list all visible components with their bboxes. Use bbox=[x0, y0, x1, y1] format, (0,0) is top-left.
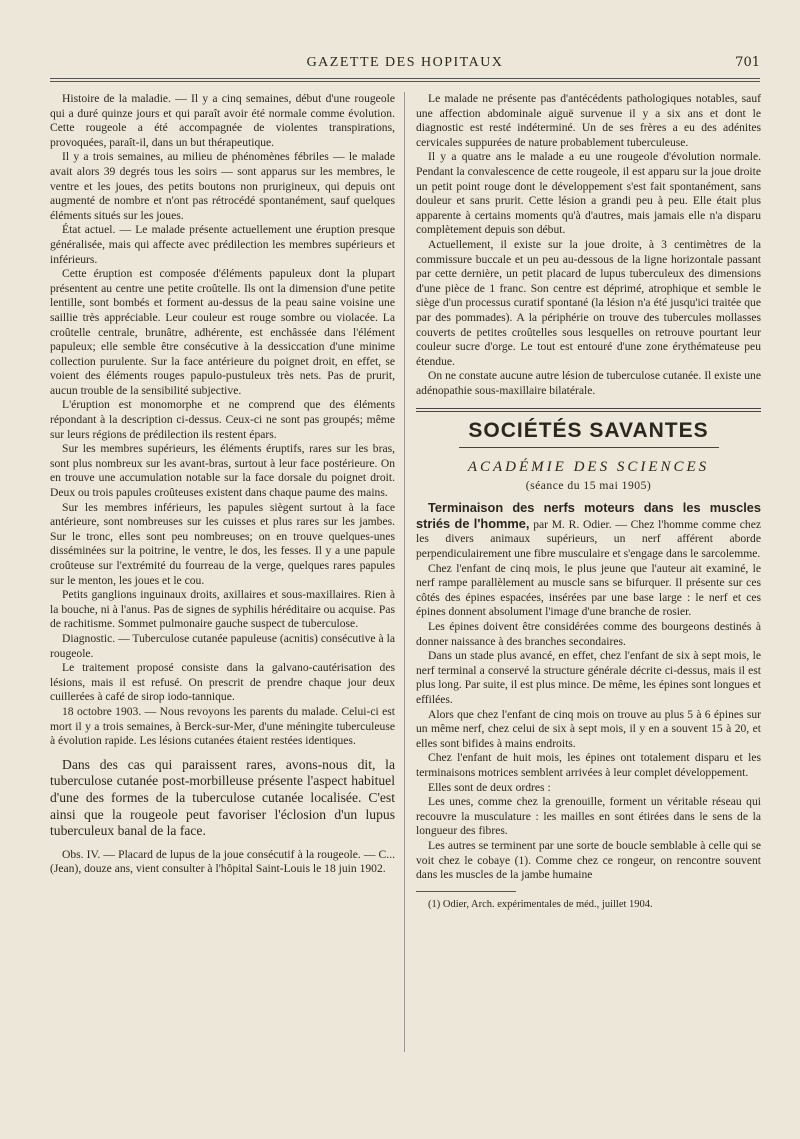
session-line: (séance du 15 mai 1905) bbox=[525, 478, 652, 492]
paragraph: Il y a quatre ans le malade a eu une rougeole d'évolution normale. Pendant la convalescence de cette rougeole, il est apparu sur la joue droite un petit point rouge dont le développement s'est fait spontanément, sans douleur et sans prurit. Cette lésion a grandi peu à peu. Elle était plus apparente à certains moments qu'à d'autres, mais jamais elle n'a disparu complètement depuis son début. bbox=[416, 150, 761, 237]
article-lead bbox=[416, 501, 761, 561]
paragraph: Chez l'enfant de cinq mois, le plus jeune que l'auteur ait examiné, le nerf rampe parallèlement au muscle sans se bifurquer. Il présente sur ces côtés des épines espacées, insérées par une base large : le nerf et ces épines donnent absolument l'image d'une branche de rosier. bbox=[416, 561, 761, 619]
observation-paragraph: Obs. IV. — Placard de lupus de la joue consécutif à la rougeole. — C... (Jean), douze ans, vient consulter à l'hôpital Saint-Louis le 18 juin 1902. bbox=[50, 847, 395, 876]
paragraph: Le traitement proposé consiste dans la galvano-cautérisation des lésions, mais il est refusé. On prescrit de prendre chaque jour deux cuillerées à café de sirop iodo-tannique. bbox=[50, 661, 395, 704]
page-header bbox=[50, 55, 760, 75]
paragraph: Sur les membres supérieurs, les éléments éruptifs, rares sur les bras, sont plus nombreux sur les avant-bras, surtout à leur face postérieure. On en trouve une accumulation notable sur la face dorsale du poignet droit. Deux ou trois papules croûteuses existent dans chaque paume des mains. bbox=[50, 442, 395, 500]
paragraph: On ne constate aucune autre lésion de tuberculose cutanée. Il existe une adénopathie sous-maxillaire bilatérale. bbox=[416, 369, 761, 397]
lead-paragraph: Dans des cas qui paraissent rares, avons-nous dit, la tuberculose cutanée post-morbilleuse présente l'aspect habituel d'une des formes de la tuberculose cutanée localisée. C'est ainsi que la rougeole peut favoriser l'éclosion d'un lupus tuberculeux banal de la face. bbox=[50, 756, 395, 839]
academy-title: ACADÉMIE DES SCIENCES bbox=[467, 459, 710, 476]
page-number: 701 bbox=[735, 55, 760, 70]
section-rule bbox=[416, 408, 761, 409]
paragraph: Les unes, comme chez la grenouille, forment un véritable réseau qui recouvre la musculature : les mailles en sont étirées dans le sens de la longueur des fibres. bbox=[416, 795, 761, 838]
article-author: par M. R. Odier. — Chez l'homme comme chez les divers animaux supérieurs, un nerf afférent aborde perpendiculairement une fibre musculaire et s'engage dans le sarcolemme. bbox=[416, 517, 762, 561]
paragraph: Histoire de la maladie. — Il y a cinq semaines, début d'une rougeole qui a duré quinze jours et qui paraît avoir été normale comme évolution. Cette rougeole a été accompagnée de violentes transpirations, provoquées, paraît-il, dans un but thérapeutique. bbox=[50, 92, 395, 149]
paragraph: État actuel. — Le malade présente actuellement une éruption presque généralisée, mais qui affecte avec prédilection les membres supérieurs et inférieurs. bbox=[50, 223, 395, 266]
paragraph: Le malade ne présente pas d'antécédents pathologiques notables, sauf une affection abdominale aiguë survenue il y a six ans et dont le diagnostic est resté indéterminé. Un de ses frères a eu des adénites cervicales suppurées de nature probablement tuberculeuse. bbox=[416, 92, 761, 149]
paragraph: Cette éruption est composée d'éléments papuleux dont la plupart présentent au centre une petite croûtelle. Ils ont la dimension d'une petite lentille, sont bombés et forment au-dessus de la peau saine voisine une saillie très appréciable. Leur couleur est rouge sombre ou violacée. La croûtelle centrale, brunâtre, adhérente, est enchâssée dans l'élément papuleux; elle semble être consécutive à la dessiccation d'une minime collection purulente. Sur la face antérieure du poignet droit, en effet, se voient des éléments rouges papulo-pustuleux très nets. Pas de prurit, aucun trouble de la sensibilité subjective. bbox=[50, 267, 395, 397]
section-title: SOCIÉTÉS SAVANTES bbox=[468, 419, 709, 443]
paragraph: Les autres se terminent par une sorte de boucle semblable à celle qui se voit chez le cobaye (1). Comme chez ce rongeur, on rencontre souvent dans les muscles de la jambe humaine bbox=[416, 838, 761, 882]
paragraph: Actuellement, il existe sur la joue droite, à 3 centimètres de la commissure buccale et un peu au-dessous de la ligne horizontale passant par cette dernière, un petit placard de lupus tuberculeux des dimensions d'une pièce de 1 franc. Son centre est déprimé, atrophique et semble le siège d'un processus curatif spontané (la lésion n'a été jusqu'ici traitée que par des pommades). A la périphérie on trouve des tubercules mollasses couverts de petites croûtelles sous lesquelles on retrouve pourtant leur couleur sucre d'orge. Le tout est entouré d'une zone érythémateuse peu étendue. bbox=[416, 237, 761, 368]
section-rule bbox=[416, 411, 761, 412]
running-title: GAZETTE DES HOPITAUX bbox=[306, 55, 504, 70]
right-column bbox=[416, 92, 761, 912]
paragraph: 18 octobre 1903. — Nous revoyons les parents du malade. Celui-ci est mort il y a trois semaines, à Berck-sur-Mer, d'une méningite tuberculeuse à évolution rapide. Les lésions cutanées étaient restées identiques. bbox=[50, 704, 395, 748]
header-rule bbox=[50, 78, 760, 82]
footnote: (1) Odier, Arch. expérimentales de méd., juillet 1904. bbox=[428, 898, 653, 910]
paragraph: Elles sont de deux ordres : bbox=[428, 780, 551, 794]
section-underline bbox=[459, 447, 719, 448]
paragraph: Il y a trois semaines, au milieu de phénomènes fébriles — le malade avait alors 39 degrés tous les soirs — sont apparus sur les membres, le ventre et les joues, des petits boutons non prurigineux, qui depuis ont augmenté de nombre et n'ont pas rétrocédé spontanément, sauf quelques éléments situés sur les joues. bbox=[50, 150, 395, 222]
paragraph: Alors que chez l'enfant de cinq mois on trouve au plus 5 à 6 épines sur un même nerf, chez celui de six à sept mois, il y en a souvent 15 à 20, et elles sont bifides à mains endroits. bbox=[416, 707, 761, 750]
paragraph: Sur les membres inférieurs, les papules siègent surtout à la face antérieure, sont nombreuses sur les cuisses et plus rares sur les jambes. Sur le tronc, elles sont peu nombreuses; on en trouve quelques-unes disséminées sur la poitrine, le ventre, le dos, les fesses. Il y a une papule croûteuse sur l'extrémité du fourreau de la verge, quelques rares papules sur le menton, les joues et le cou. bbox=[50, 500, 395, 587]
footnote-rule bbox=[416, 891, 516, 892]
paragraph: L'éruption est monomorphe et ne comprend que des éléments répondant à la description ci-dessus. Ceux-ci ne sont pas groupés; même sur leurs régions de prédilection ils restent épars. bbox=[50, 398, 395, 441]
column-divider bbox=[404, 92, 405, 1052]
paragraph: Chez l'enfant de huit mois, les épines ont totalement disparu et les terminaisons motrices semblent arrivées à leur complet développement. bbox=[416, 751, 761, 779]
paragraph: Diagnostic. — Tuberculose cutanée papuleuse (acnitis) consécutive à la rougeole. bbox=[50, 631, 395, 660]
paragraph: Les épines doivent être considérées comme des bourgeons destinés à donner naissance à des branches secondaires. bbox=[416, 620, 761, 648]
paragraph: Petits ganglions inguinaux droits, axillaires et sous-maxillaires. Rien à la bouche, ni à l'anus. Pas de signes de syphilis héréditaire ou acquise. Pas de rachitisme. Sommet pulmonaire gauche suspect de tuberculose. bbox=[50, 588, 395, 631]
left-column bbox=[50, 92, 395, 877]
article-heading: Terminaison des nerfs moteurs dans les muscles striés de l'homme, bbox=[416, 500, 761, 531]
paragraph: Dans un stade plus avancé, en effet, chez l'enfant de six à sept mois, le nerf terminal a conservé la structure générale décrite ci-dessus, mais il est plus long. Par suite, il est plus mince. De même, les épines sont longues et effilées. bbox=[416, 649, 761, 706]
